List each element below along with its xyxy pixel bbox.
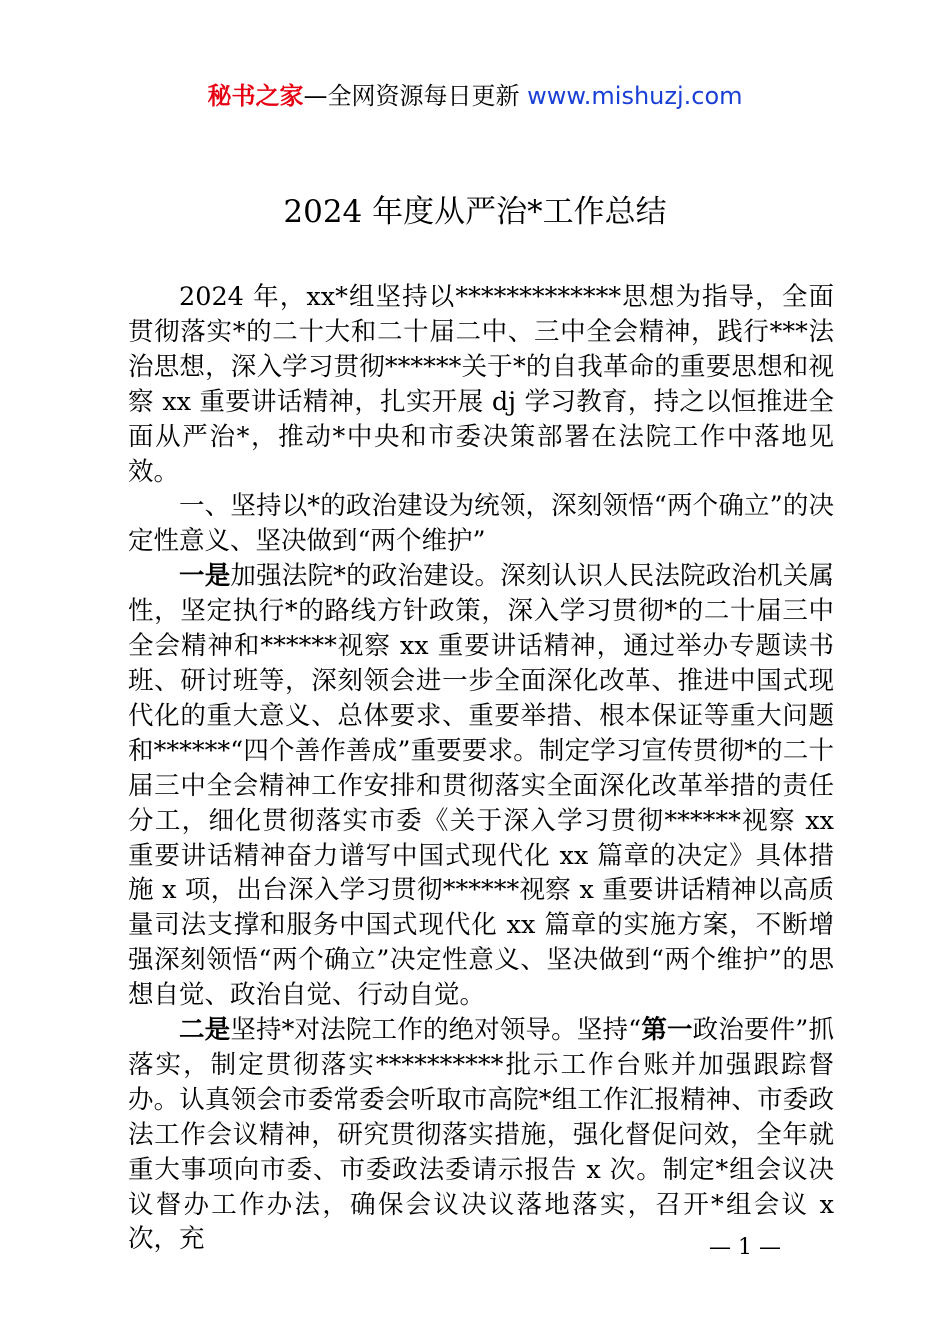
point-emphasis: 第一 (641, 1015, 693, 1046)
point-text-cont: 政治要件”抓落实，制定贯彻落实**********批示工作台账并加强跟踪督办。认真领会市委常委会听取市高院*组工作汇报精神、市委政法工作会议精神，研究贯彻落实措施，强化督促问效，全年就重大事项向市委、市委政法委请示报告 x 次。制定*组会议决议督办工作办法，确保会议决议落地落实，召开*组会议 x 次，充 (128, 1015, 834, 1255)
point-text: 加强法院*的政治建设。深刻认识人民法院政治机关属性，坚定执行*的路线方针政策，深入学习贯彻*的二十届三中全会精神和******视察 xx 重要讲话精神，通过举办专题读书班、研讨班等，深刻领会进一步全面深化改革、推进中国式现代化的重大意义、总体要求、重要举措、根本保证等重大问题和******“四个善作善成”重要要求。制定学习宣传贯彻*的二十届三中全会精神工作安排和贯彻落实全面深化改革举措的责任分工，细化贯彻落实市委《关于深入学习贯彻******视察 xx 重要讲话精神奋力谱写中国式现代化 xx 篇章的决定》具体措施 x 项，出台深入学习贯彻******视察 x 重要讲话精神以高质量司法支撑和服务中国式现代化 xx 篇章的实施方案，不断增强深刻领悟“两个确立”决定性意义、坚决做到“两个维护”的思想自觉、政治自觉、行动自觉。 (128, 561, 834, 1011)
document-title: 2024 年度从严治*工作总结 (283, 194, 667, 230)
site-header (0, 80, 950, 112)
point-lead: 一是 (179, 561, 231, 592)
header-slogan: —全网资源每日更新 (303, 82, 520, 110)
site-url-link[interactable]: www.mishuzj.com (527, 82, 743, 110)
section-heading-1: 一、坚持以*的政治建设为统领，深刻领悟“两个确立”的决定性意义、坚决做到“两个维护” (128, 491, 834, 557)
document-body (128, 280, 834, 1257)
point-lead: 二是 (179, 1015, 231, 1046)
page-number: — 1 — (709, 1235, 781, 1260)
brand-name: 秘书之家 (207, 82, 304, 110)
paragraph-intro: 2024 年，xx*组坚持以*************思想为指导，全面贯彻落实*的二十大和二十届二中、三中全会精神，践行***法治思想，深入学习贯彻******关于*的自我革命的重要思想和视察 xx 重要讲话精神，扎实开展 dj 学习教育，持之以恒推进全面从严治*，推动*中央和市委决策部署在法院工作中落地见效。 (128, 282, 834, 487)
paragraph-point-2 (128, 1013, 834, 1257)
paragraph-point-1 (128, 559, 834, 1013)
point-text: 坚持*对法院工作的绝对领导。坚持“ (230, 1015, 642, 1046)
